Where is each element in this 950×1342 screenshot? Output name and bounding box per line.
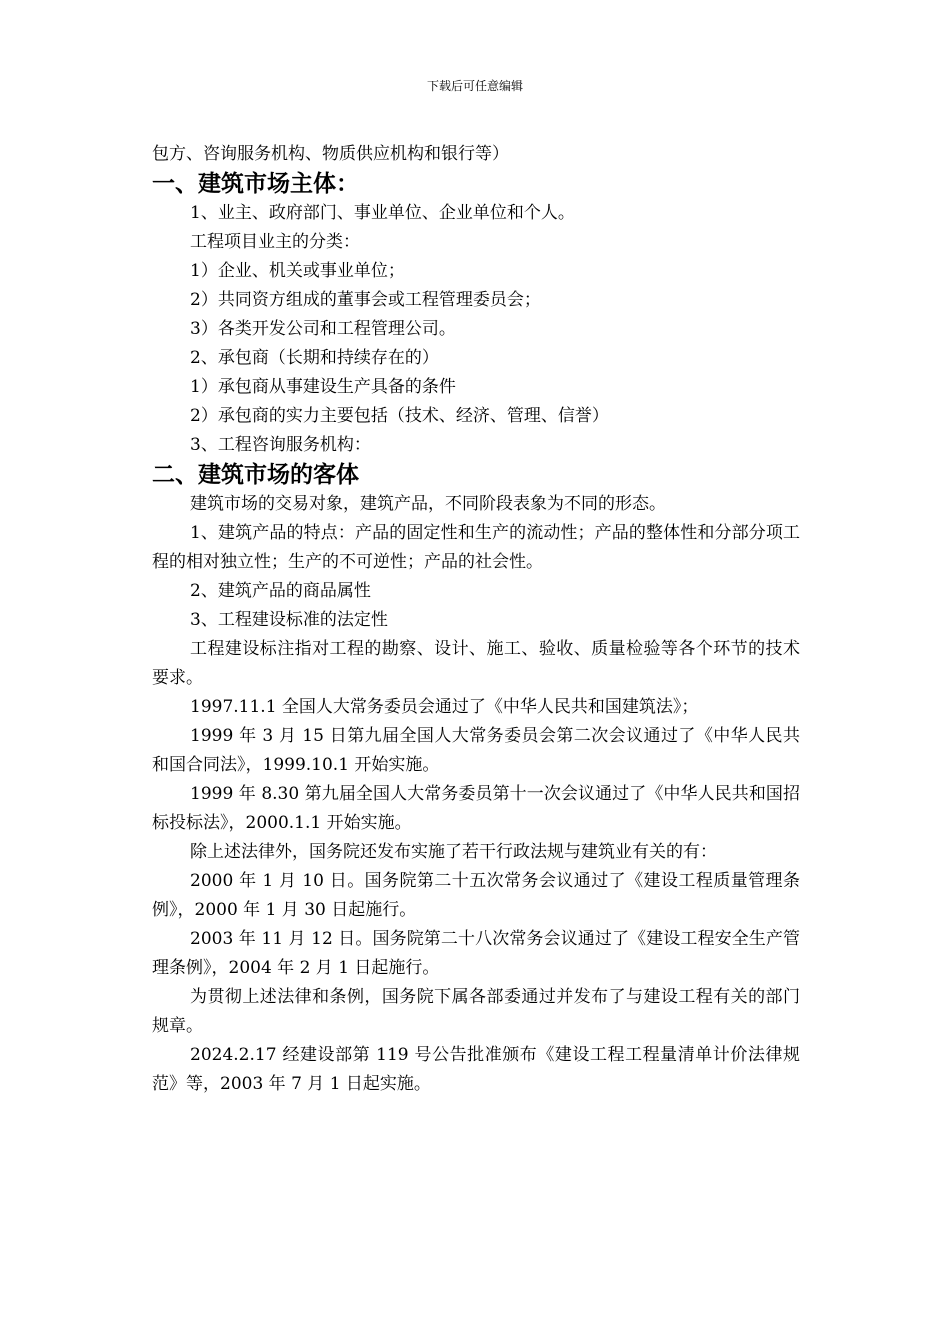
paragraph: 3）各类开发公司和工程管理公司。	[190, 319, 456, 339]
paragraph: 3、工程咨询服务机构：	[190, 435, 371, 455]
paragraph: 工程项目业主的分类：	[190, 232, 360, 252]
paragraph: 2003 年 11 月 12 日。国务院第二十八次常务会议通过了《建设工程安全生产管理条例》，2004 年 2 月 1 日起施行。	[152, 929, 800, 978]
paragraph: 为贯彻上述法律和条例，国务院下属各部委通过并发布了与建设工程有关的部门规章。	[152, 987, 800, 1036]
paragraph: 2、建筑产品的商品属性	[190, 581, 371, 601]
section-1-heading: 一、建筑市场主体：	[152, 171, 359, 197]
paragraph: 2、承包商（长期和持续存在的）	[190, 348, 439, 368]
paragraph: 2024.2.17 经建设部第 119 号公告批准颁布《建设工程工程量清单计价法律规范》等，2003 年 7 月 1 日起实施。	[152, 1045, 800, 1094]
section-2-body	[152, 490, 800, 1099]
section-2-heading: 二、建筑市场的客体	[152, 462, 359, 488]
intro-line: 包方、咨询服务机构、物质供应机构和银行等）	[152, 144, 509, 164]
paragraph: 1）承包商从事建设生产具备的条件	[190, 377, 456, 397]
page-header: 下载后可任意编辑	[426, 79, 523, 93]
paragraph: 3、工程建设标准的法定性	[190, 610, 388, 630]
paragraph: 2）共同资方组成的董事会或工程管理委员会；	[190, 290, 541, 310]
paragraph: 1、业主、政府部门、事业单位、企业单位和个人。	[190, 203, 575, 223]
paragraph: 1999 年 3 月 15 日第九届全国人大常务委员会第二次会议通过了《中华人民共和国合同法》，1999.10.1 开始实施。	[152, 726, 800, 775]
paragraph: 工程建设标注指对工程的勘察、设计、施工、验收、质量检验等各个环节的技术要求。	[152, 639, 800, 688]
document-body	[152, 140, 800, 1099]
paragraph: 1、建筑产品的特点：产品的固定性和生产的流动性；产品的整体性和分部分项工程的相对独立性；生产的不可逆性；产品的社会性。	[152, 523, 800, 572]
paragraph: 2）承包商的实力主要包括（技术、经济、管理、信誉）	[190, 406, 609, 426]
paragraph: 除上述法律外，国务院还发布实施了若干行政法规与建筑业有关的有：	[190, 842, 717, 862]
paragraph: 建筑市场的交易对象，建筑产品，不同阶段表象为不同的形态。	[190, 494, 666, 514]
paragraph: 1999 年 8.30 第九届全国人大常务委员第十一次会议通过了《中华人民共和国招标投标法》，2000.1.1 开始实施。	[152, 784, 800, 833]
paragraph: 1997.11.1 全国人大常务委员会通过了《中华人民共和国建筑法》；	[190, 697, 699, 717]
section-1-body	[152, 199, 800, 460]
paragraph: 2000 年 1 月 10 日。国务院第二十五次常务会议通过了《建设工程质量管理条例》，2000 年 1 月 30 日起施行。	[152, 871, 800, 920]
paragraph: 1）企业、机关或事业单位；	[190, 261, 405, 281]
